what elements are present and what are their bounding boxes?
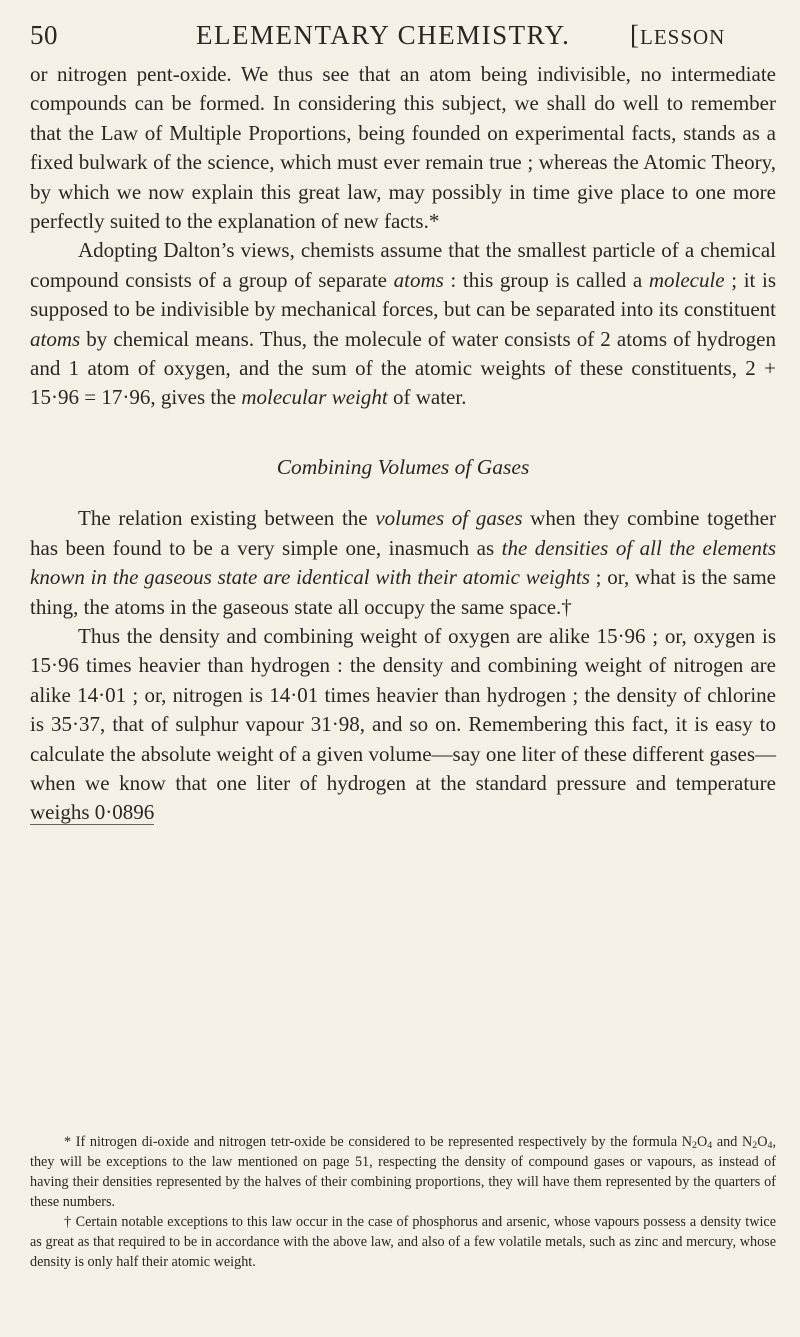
- p3-text-c: when they combine together has been found to be a very simple one, inasmuch as: [30, 506, 776, 560]
- paragraph-1: [30, 60, 776, 236]
- paragraph-4: [30, 622, 776, 828]
- p3-text-e: ; or, what is the same thing, the atoms in the gaseous state all occupy the same space.†: [30, 565, 776, 619]
- lesson-label: [630, 20, 725, 51]
- fn1-text-g: O: [757, 1134, 768, 1150]
- main-text: [30, 60, 776, 828]
- section-heading: Combining Volumes of Gases: [276, 454, 530, 479]
- paragraph-2: [30, 236, 776, 412]
- p3-italic-law: the densities of all the elements known in the gaseous state are identical with their atomic weights: [30, 535, 776, 590]
- fn1-text-i: , they will be exceptions to the law mentioned on page 51, respecting the density of compound gases or vapours, as instead of having their densities represented by the halves of their combining proportions, they will have them represented by the quarters of these numbers.: [30, 1134, 777, 1210]
- p3-italic-volumes: volumes of gases: [375, 506, 523, 531]
- p2-text-g: by chemical means. Thus, the molecule of water consists of 2 atoms of hydrogen and 1 atom of oxygen, and the sum of the atomic weights of these constituents, 2 + 15·96 = 17·96, gives the: [30, 326, 776, 410]
- p2-italic-molecule: molecule: [648, 267, 725, 292]
- p2-italic-atoms: atoms: [393, 267, 444, 292]
- footnote-1: [30, 1132, 776, 1212]
- fn1-text-c: O: [697, 1134, 708, 1150]
- footnotes: [30, 1132, 776, 1272]
- lesson-word: LESSON: [640, 25, 726, 49]
- p2-text-c: : this group is called a: [443, 267, 649, 292]
- fn1-sub-4: 4: [767, 1139, 773, 1151]
- p2-text-a: Adopting Dalton’s views, chemists assume that the smallest particle of a chemical compound consists of a group of separate: [30, 238, 776, 292]
- p2-italic-atoms-2: atoms: [30, 326, 81, 351]
- fn1-sub-1: 2: [692, 1139, 698, 1151]
- p4-text-a: Thus the density and combining weight of oxygen are alike 15·96 ; or, oxygen is 15·96 times heavier than hydrogen : the density and combining weight of nitrogen are alike 14·01 ; or, nitrogen is 14·01 times heavier than hydrogen ; the density of chlorine is 35·37, that of sulphur vapour 31·98, and so on. Remembering this fact, it is easy to calculate the absolute weight of a given volume—say one liter of these different gases—when we know that one liter of hydrogen at the standard pressure and temperature: [30, 623, 776, 795]
- fn1-text-a: * If nitrogen di-oxide and nitrogen tetr-oxide be considered to be represented respectively by the formula N: [64, 1134, 693, 1150]
- running-header: [0, 14, 800, 54]
- p2-italic-molecular-weight: molecular weight: [241, 385, 388, 410]
- running-title: ELEMENTARY CHEMISTRY.: [196, 20, 571, 50]
- fn1-text-e: and N: [712, 1134, 753, 1150]
- paragraph-1-text: or nitrogen pent-oxide. We thus see that an atom being indivisible, no intermediate compounds can be formed. In considering this subject, we shall do well to remember that the Law of Multiple Proportions, being founded on experimental facts, stands as a fixed bulwark of the science, which must ever remain true ; whereas the Atomic Theory, by which we now explain this great law, may possibly in time give place to one more perfectly suited to the explanation of new facts.*: [30, 62, 776, 234]
- footnote-2: † Certain notable exceptions to this law occur in the case of phosphorus and arsenic, whose vapours possess a density twice as great as that required to be in accordance with the above law, and also of a few volatile metals, such as zinc and mercury, whose density is only half their atomic weight.: [30, 1214, 776, 1270]
- lesson-bracket: [: [630, 20, 640, 50]
- page-number: 50: [30, 20, 58, 50]
- p2-text-e: ; it is supposed to be indivisible by mechanical forces, but can be separated into its constituent: [30, 267, 776, 322]
- p3-text-a: The relation existing between the: [78, 506, 376, 531]
- fn1-sub-2: 4: [707, 1139, 713, 1151]
- p2-text-i: of water.: [387, 385, 467, 410]
- fn1-sub-3: 2: [752, 1139, 758, 1151]
- p4-underlined-weighs: weighs 0·0896: [30, 800, 155, 825]
- paragraph-3: [30, 504, 776, 622]
